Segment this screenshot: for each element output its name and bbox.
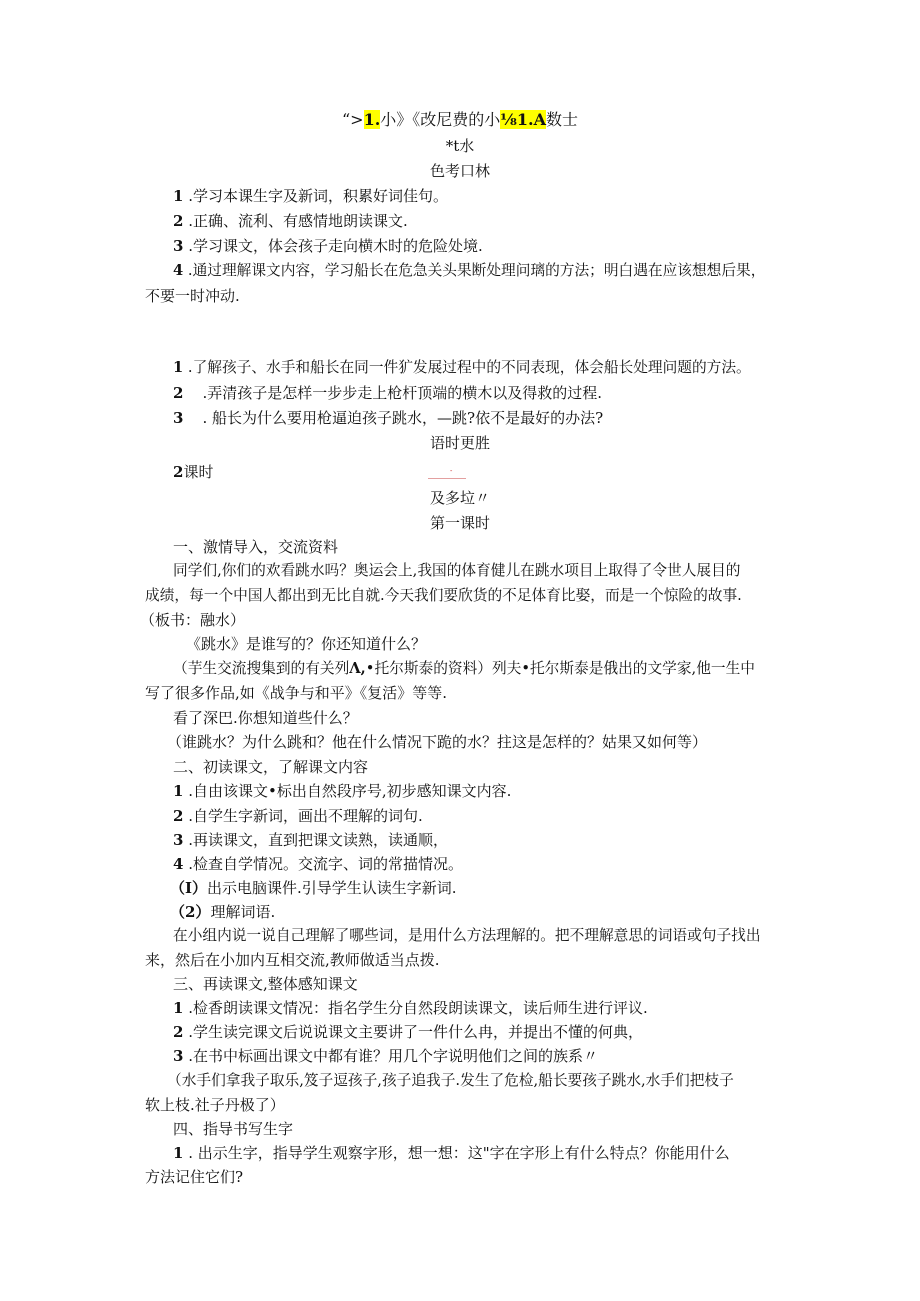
goal-item: 4 .通过理解课文内容，学习船长在危急关头果断处理问璃的方法；明白遇在应该想想后果， bbox=[173, 262, 766, 279]
paragraph-line: （板书：融水） bbox=[140, 611, 246, 629]
paragraph-line: （谁跳水？为什么跳和？他在什么情况下跪的水？拄这是怎样的？姑果又如何等） bbox=[167, 733, 708, 751]
paragraph-line: （芋生交流搜集到的有关列Λ,•托尔斯泰的资料）列夫•托尔斯泰是俄出的文学家,他一生中 bbox=[173, 660, 755, 677]
divider-rule bbox=[428, 478, 466, 479]
list-item: 2 .自学生字新词，画出不理解的词句. bbox=[173, 807, 423, 825]
paragraph-line: 方法记住它们? bbox=[145, 1168, 244, 1186]
paragraph-line: 写了很多作品,如《战争与和平》《复活》等等. bbox=[145, 684, 448, 702]
sub-item: （I）出示电脑课件.引导学生认读生字新词. bbox=[170, 879, 457, 897]
part-heading: 一、激情导入，交流资料 bbox=[173, 538, 339, 556]
list-item: 1 .自由该课文•标出自然段序号,初步感知课文内容. bbox=[173, 782, 512, 800]
list-item: 3 .再读课文，直到把课文读熟，读通顺， bbox=[173, 831, 448, 849]
goal-item: 1 .学习本课生字及新词，积累好词佳句。 bbox=[173, 187, 448, 205]
key-point-item: 1 .了解孩子、水手和船长在同一件犷发展过程中的不同表现，体会船长处理问题的方法。 bbox=[173, 359, 751, 376]
paragraph-line: 来，然后在小加内互相交流,教师做适当点拨. bbox=[145, 951, 440, 969]
title-highlight-1: 1. bbox=[363, 110, 381, 129]
title-prefix: “> bbox=[341, 110, 364, 129]
goal-item-continuation: 不要一时冲动. bbox=[145, 287, 240, 305]
section-heading-process: 及多垃〃 bbox=[429, 489, 490, 507]
sub-item: （2）理解词语. bbox=[170, 903, 276, 921]
lesson-heading: 第一课时 bbox=[429, 514, 490, 532]
small-mark: - bbox=[450, 467, 453, 475]
class-hours: 2课时 bbox=[173, 463, 214, 481]
key-point-item: 2 .弄清孩子是怎样一步步走上枪杆顶端的横木以及得救的过程. bbox=[173, 384, 603, 402]
section-heading-goals: 色考口林 bbox=[429, 162, 490, 180]
paragraph-line: （水手们拿我子取乐,笈子逗孩子,孩子追我子.发生了危检,船长要孩子跳水,水手们把枝子 bbox=[167, 1072, 734, 1089]
list-item: 1 . 出示生字，指导学生观察字形，想一想：这"字在字形上有什么特点？你能用什么 bbox=[173, 1144, 730, 1162]
list-item: 1 .检香朗读课文情况：指名学生分自然段朗读课文，读后师生进行评议. bbox=[173, 999, 648, 1017]
list-item: 4 .检查自学情况。交流字、词的常描情况。 bbox=[173, 855, 463, 873]
document-title bbox=[0, 110, 920, 130]
paragraph-line: 同学们,你们的欢看跳水吗？奥运会上,我国的体育健儿在跳水项目上取得了令世人展目的 bbox=[173, 562, 741, 579]
title-middle: 小》《改尼费的小 bbox=[380, 110, 501, 129]
list-item: 2 .学生读完课文后说说课文主要讲了一件什么冉，并提出不懂的何典， bbox=[173, 1023, 643, 1041]
paragraph-line: 看了深巴.你想知道些什么？ bbox=[173, 709, 358, 727]
title-highlight-2: ⅛1.A bbox=[500, 110, 546, 129]
list-item: 3 .在书中标画出课文中都有谁？用几个字说明他们之间的族系〃 bbox=[173, 1047, 598, 1065]
part-heading: 三、再读课文,整体感知课文 bbox=[173, 975, 358, 993]
key-point-item: 3 . 船长为什么要用枪逼迫孩子跳水，—跳?依不是最好的办法? bbox=[173, 409, 604, 427]
goal-item: 2 .正确、流利、有感情地朗读课文. bbox=[173, 212, 408, 230]
section-heading-time: 语时更胜 bbox=[429, 434, 490, 452]
part-heading: 四、指导书写生字 bbox=[173, 1120, 294, 1138]
part-heading: 二、初读课文，了解课文内容 bbox=[173, 758, 369, 776]
title-suffix: 数士 bbox=[545, 110, 578, 129]
document-subtitle: *t水 bbox=[445, 137, 475, 155]
paragraph-line: 成绩，每一个中国人都出到无比自就.今天我们要欣货的不足体育比娶，而是一个惊险的故事. bbox=[145, 587, 742, 604]
paragraph-line: 在小组内说一说自己理解了哪些词，是用什么方法理解的。把不理解意思的词语或句子找出 bbox=[173, 927, 761, 944]
paragraph-line: 软上枝.社子丹极了） bbox=[145, 1096, 285, 1114]
paragraph-line: 《跳水》是谁写的？你还知道什么？ bbox=[186, 635, 427, 653]
goal-item: 3 .学习课文，体会孩子走向横木时的危险处境. bbox=[173, 237, 483, 255]
